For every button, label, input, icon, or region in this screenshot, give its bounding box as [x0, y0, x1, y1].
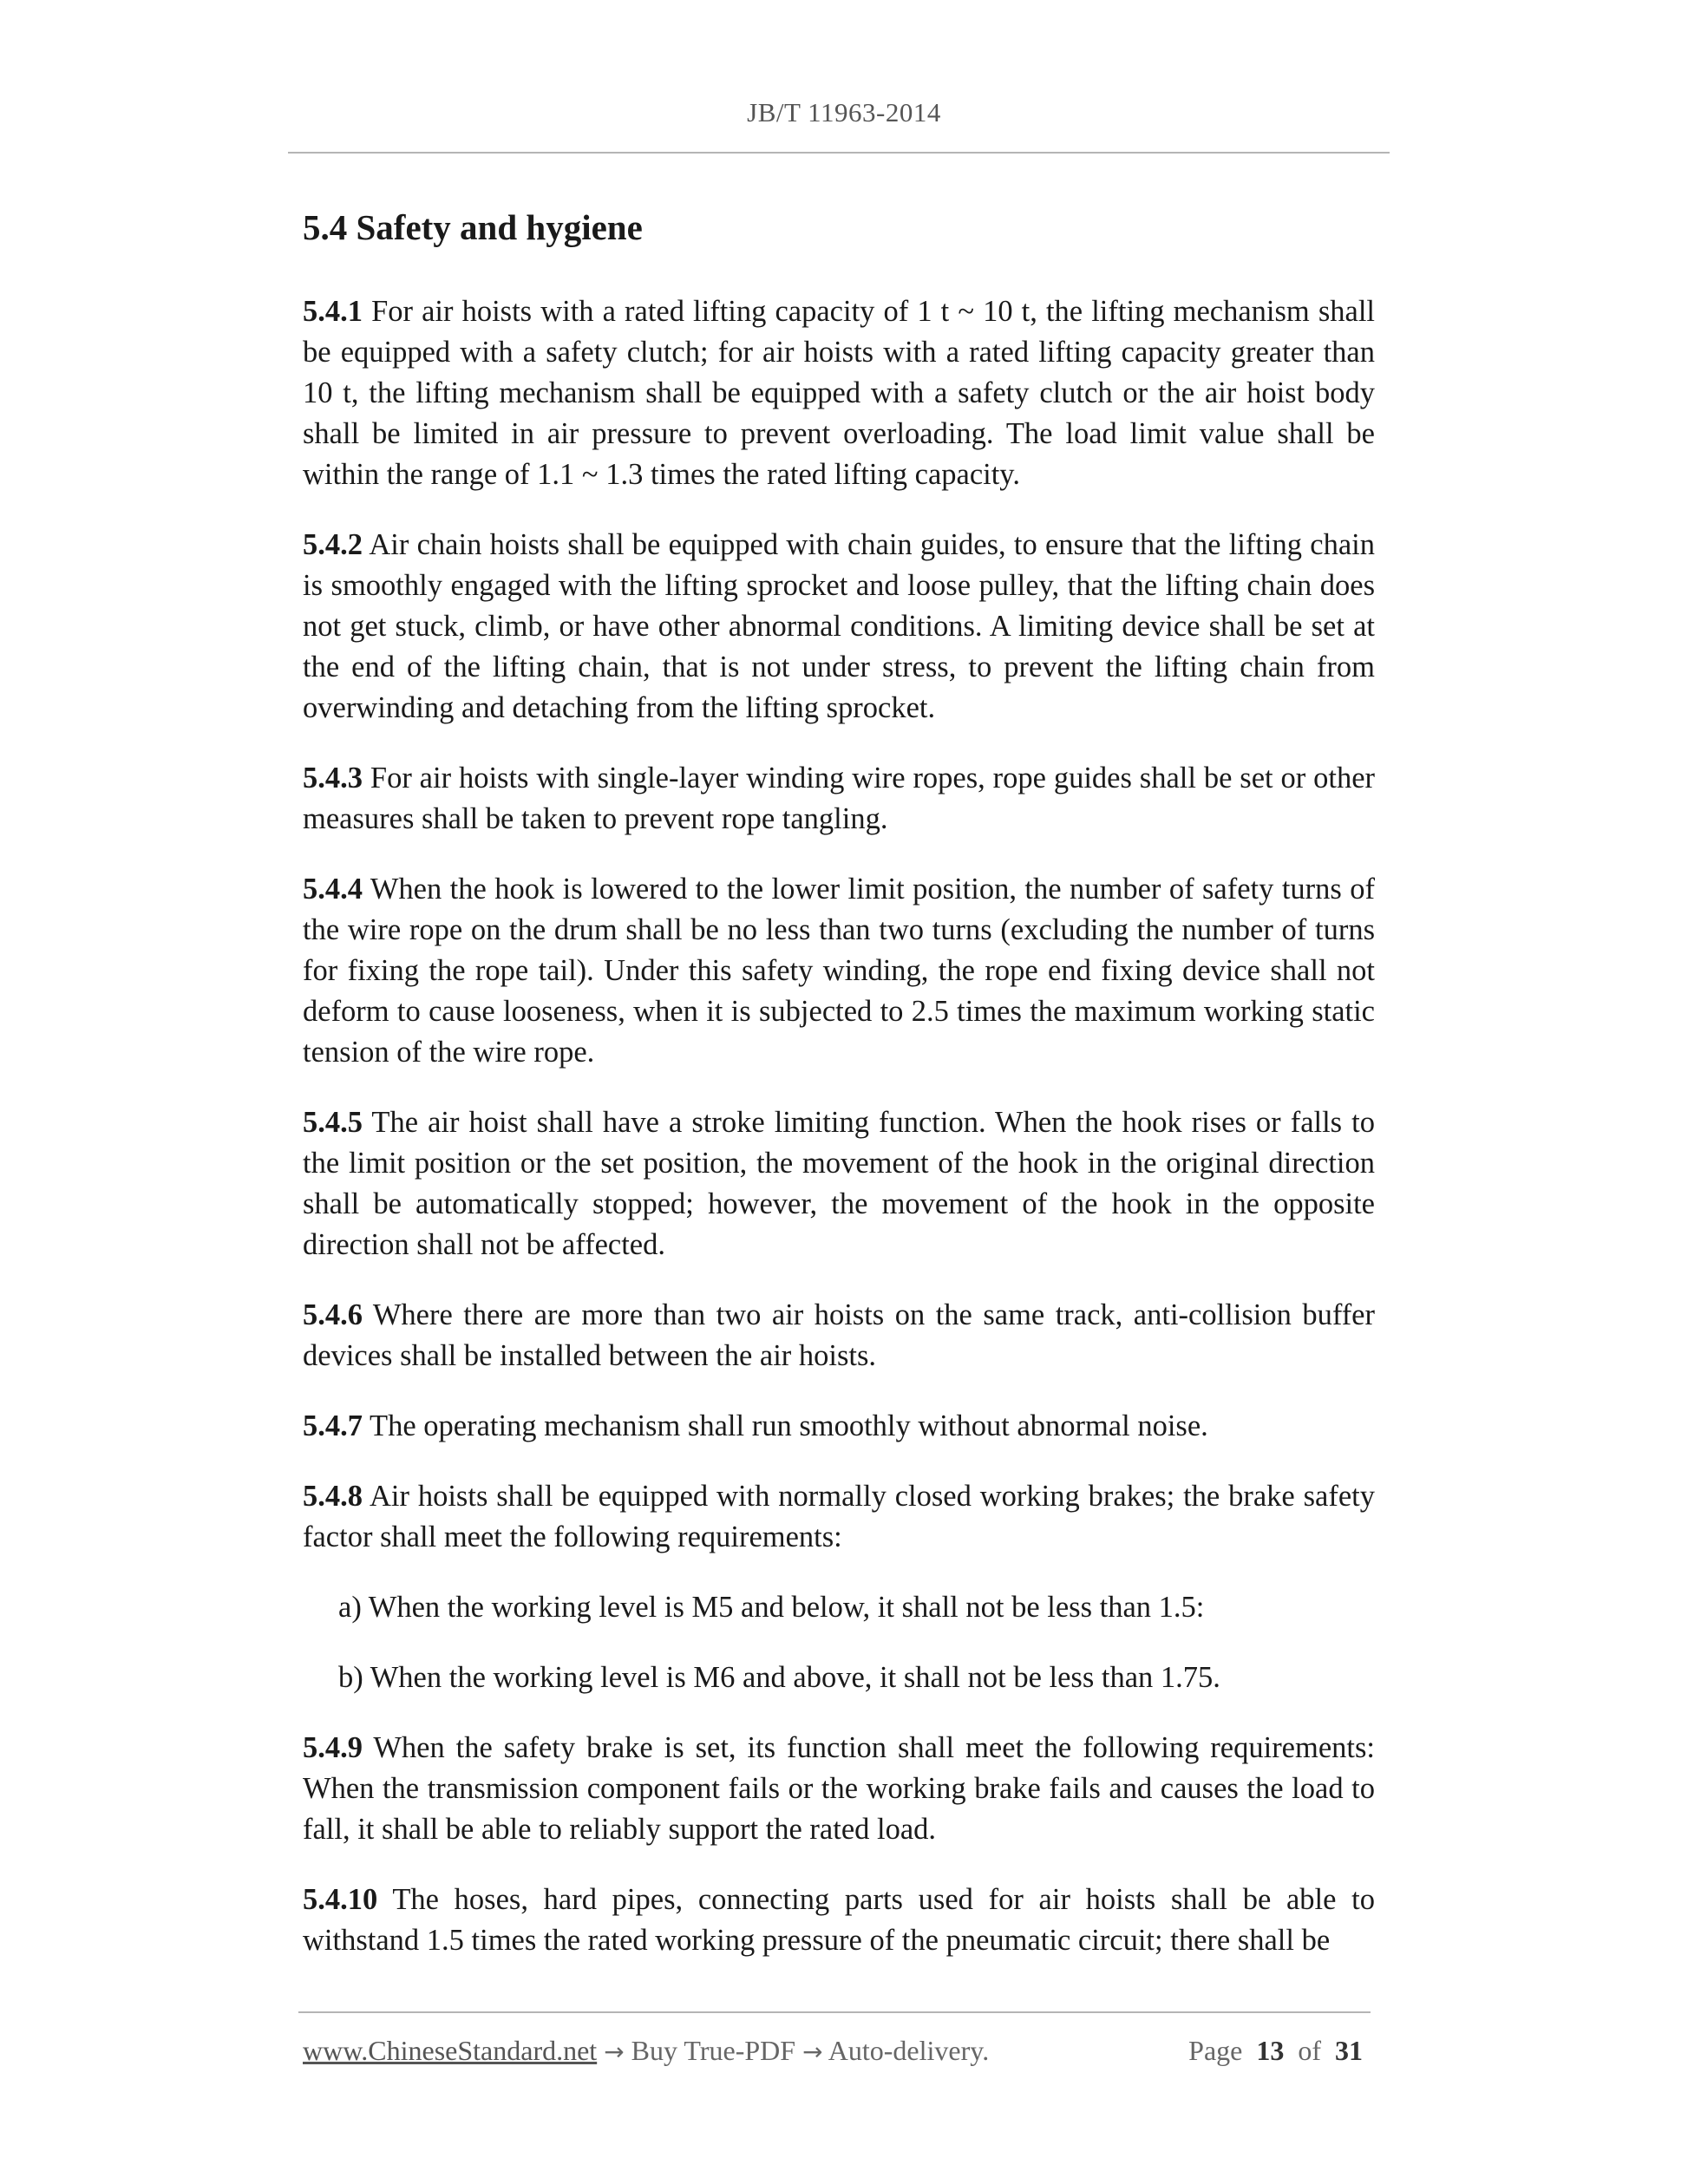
clause-text: Where there are more than two air hoists on the same track, anti-collision buffer devices shall be installed between the air hoists.: [303, 1298, 1375, 1372]
clause-5-4-2: [303, 525, 1375, 729]
clause-text: When the hook is lowered to the lower limit position, the number of safety turns of the wire rope on the drum shall be no less than two turns (excluding the number of turns for fixing the rope tail). Under this safety winding, the rope end fixing device shall not deform to cause looseness, when it is subjected to 2.5 times the maximum working static tension of the wire rope.: [303, 873, 1375, 1069]
clause-5-4-4: [303, 869, 1375, 1073]
clause-text: The hoses, hard pipes, connecting parts used for air hoists shall be able to withstand 1.5 times the rated working pressure of the pneumatic circuit; there shall be: [303, 1883, 1375, 1957]
clause-number: 5.4.8: [303, 1480, 363, 1513]
clause-text: For air hoists with a rated lifting capacity of 1 t ~ 10 t, the lifting mechanism shall be equipped with a safety clutch; for air hoists with a rated lifting capacity greater than 10 t, the lifting mechanism shall be equipped with a safety clutch or the air hoist body shall be limited in air pressure to prevent overloading. The load limit value shall be within the range of 1.1 ~ 1.3 times the rated lifting capacity.: [303, 295, 1375, 491]
arrow-right-icon: →: [604, 2037, 625, 2066]
clause-number: 5.4.6: [303, 1298, 363, 1331]
site-link[interactable]: www.ChineseStandard.net: [303, 2035, 598, 2066]
clause-5-4-9: [303, 1728, 1375, 1850]
clause-5-4-1: [303, 291, 1375, 495]
total-pages: 31: [1335, 2035, 1363, 2066]
clause-number: 5.4.2: [303, 528, 363, 561]
clause-number: 5.4.5: [303, 1106, 363, 1139]
list-item: a) When the working level is M5 and below, it shall not be less than 1.5:: [338, 1591, 1205, 1624]
section-title: 5.4 Safety and hygiene: [303, 207, 643, 247]
clause-5-4-6: [303, 1295, 1375, 1376]
page-footer: [303, 2031, 1370, 2071]
page-number: [1188, 2031, 1363, 2070]
clause-number: 5.4.4: [303, 873, 363, 906]
header-divider: [288, 152, 1390, 154]
clause-5-4-10: [303, 1880, 1375, 1961]
clause-number: 5.4.9: [303, 1731, 363, 1764]
clause-5-4-3: [303, 758, 1375, 840]
clause-text: The operating mechanism shall run smoothly without abnormal noise.: [363, 1409, 1208, 1442]
document-id-header: JB/T 11963-2014: [747, 97, 941, 128]
clause-text: Air chain hoists shall be equipped with chain guides, to ensure that the lifting chain is smoothly engaged with the lifting sprocket and loose pulley, that the lifting chain does not get stuck, climb, or have other abnormal conditions. A limiting device shall be set at the end of the lifting chain, that is not under stress, to prevent the lifting chain from overwinding and detaching from the lifting sprocket.: [303, 528, 1375, 724]
clause-text: Air hoists shall be equipped with normally closed working brakes; the brake safety factor shall meet the following requirements:: [303, 1480, 1375, 1553]
clause-number: 5.4.10: [303, 1883, 378, 1916]
clause-5-4-8: [303, 1476, 1375, 1558]
footer-divider: [298, 2011, 1371, 2013]
clause-5-4-7: [303, 1406, 1375, 1447]
page-content: [303, 201, 1375, 1991]
clause-text: When the safety brake is set, its function shall meet the following requirements: When the transmission component fails or the working brake fails and causes the load to fall, it shall be able to reliably support the rated load.: [303, 1731, 1375, 1846]
clause-text: The air hoist shall have a stroke limiting function. When the hook rises or falls to the limit position or the set position, the movement of the hook in the original direction shall be automatically stopped; however, the movement of the hook in the opposite direction shall not be affected.: [303, 1106, 1375, 1261]
clause-number: 5.4.3: [303, 762, 363, 794]
auto-delivery-text: Auto-delivery.: [822, 2035, 990, 2066]
clause-text: For air hoists with single-layer winding wire ropes, rope guides shall be set or other measures shall be taken to prevent rope tangling.: [303, 762, 1375, 835]
clause-5-4-5: [303, 1102, 1375, 1265]
page-label: Page: [1188, 2035, 1243, 2066]
of-label: of: [1298, 2035, 1321, 2066]
arrow-right-icon: →: [802, 2037, 823, 2066]
clause-number: 5.4.1: [303, 295, 363, 328]
list-item: b) When the working level is M6 and above, it shall not be less than 1.75.: [338, 1661, 1220, 1694]
current-page: 13: [1256, 2035, 1285, 2066]
buy-true-pdf-text: Buy True-PDF: [624, 2035, 803, 2066]
clause-number: 5.4.7: [303, 1409, 363, 1442]
